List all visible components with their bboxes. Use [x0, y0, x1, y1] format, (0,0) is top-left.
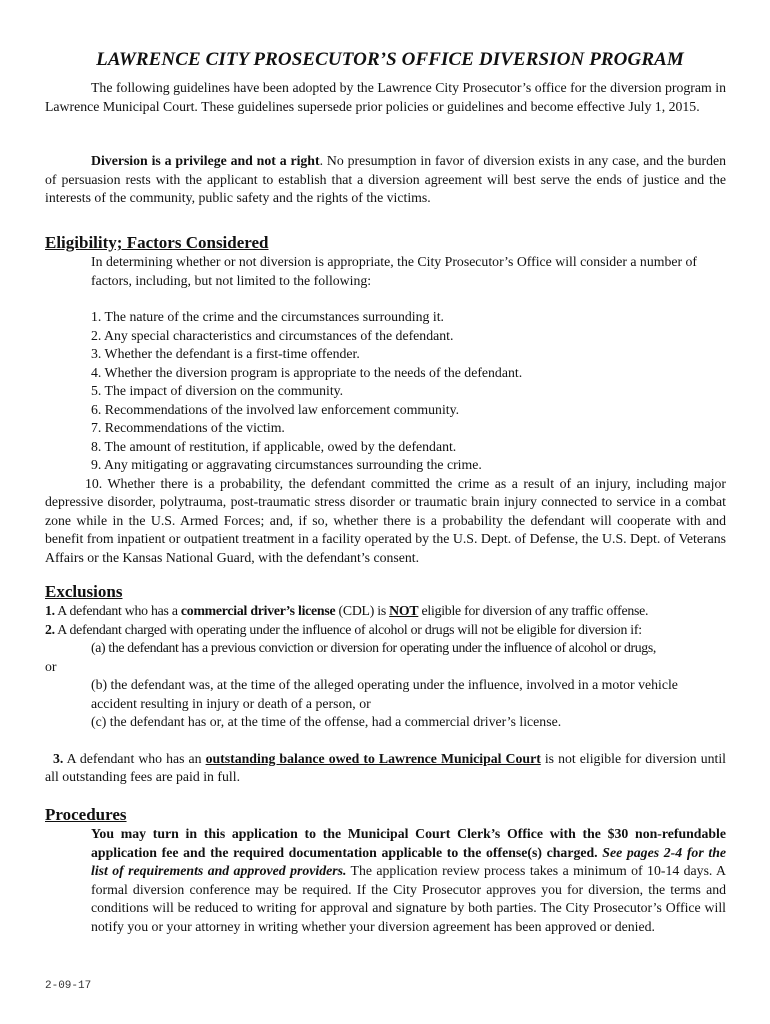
privilege-paragraph [45, 152, 726, 208]
eligibility-section [45, 233, 726, 567]
list-item: 9. Any mitigating or aggravating circumstances surrounding the crime. [91, 457, 482, 472]
exclusion-bold: commercial driver’s license [180, 603, 336, 618]
exclusion-text: A defendant charged with operating under the influence of alcohol or drugs will not be eligible for diversion if: [54, 621, 642, 637]
exclusions-heading: Exclusions [45, 582, 123, 601]
exclusion-text: (CDL) is [335, 603, 390, 618]
procedures-heading: Procedures [45, 805, 127, 824]
procedures-section [45, 805, 726, 936]
or-text: or [45, 658, 57, 674]
intro-paragraph: The following guidelines have been adopted by the Lawrence City Prosecutor’s office for the diversion program in Lawrence Municipal Court. These guidelines supersede prior policies or guidelines and become effective July 1, 2015. [45, 80, 726, 114]
exclusion-text: A defendant who has an [63, 750, 206, 766]
exclusion-text: A defendant who has a [54, 603, 181, 618]
exclusion-number: 1. [45, 603, 55, 618]
list-item: 8. The amount of restitution, if applicable, owed by the defendant. [91, 438, 457, 454]
exclusion-bold: outstanding balance owed to Lawrence Municipal Court [205, 750, 541, 766]
list-item: 2. Any special characteristics and circumstances of the defendant. [91, 327, 454, 343]
exclusion-2 [45, 621, 726, 640]
procedures-bold: You may turn in this application to the Municipal Court Clerk’s Office with the $30 non-refundable application fee and the required documentation applicable to the offense(s) charged. [91, 826, 726, 860]
exclusions-section [45, 582, 726, 787]
exclusion-2a: (a) the defendant has a previous conviction or diversion for operating under the influence of alcohol or drugs, [91, 640, 656, 655]
revision-date: 2-09-17 [45, 980, 92, 992]
exclusion-number: 3. [53, 750, 64, 766]
procedures-paragraph [45, 825, 726, 936]
exclusion-1 [45, 602, 726, 621]
exclusion-2c: (c) the defendant has or, at the time of the offense, had a commercial driver’s license. [91, 714, 562, 729]
factors-list [45, 308, 726, 475]
exclusion-2b: (b) the defendant was, at the time of the alleged operating under the influence, involved in a motor vehicle accident resulting in injury or death of a person, or [91, 677, 678, 711]
eligibility-heading: Eligibility; Factors Considered [45, 233, 269, 252]
list-item-10: 10. Whether there is a probability, the defendant committed the crime as a result of an injury, including major depressive disorder, polytrauma, post-traumatic stress disorder or traumatic brain injury connected to service in a combat zone while in the U.S. Armed Forces; and, if so, whether there is a probability the defendant will cooperate with and benefit from inpatient or outpatient treatment in a facility operated by the U.S. Dept. of Defense, the U.S. Dept. of Veterans Affairs or the Kansas National Guard, with the defendant’s consent. [45, 475, 726, 565]
list-item: 3. Whether the defendant is a first-time offender. [91, 346, 360, 361]
procedures-text: The application review process takes a minimum of 10-14 days. A formal diversion conference may be required. If the City Prosecutor approves you for diversion, the terms and conditions will be reduced to writing for approval and signature by both parties. The City Prosecutor’s Office will notify you or your attorney in writing whether your diversion agreement has been approved or denied. [91, 863, 726, 934]
exclusion-3 [45, 750, 726, 787]
procedures-italic: See pages 2-4 for the list of requirements and approved providers. [91, 844, 727, 878]
privilege-bold: Diversion is a privilege and not a right [91, 153, 320, 168]
exclusion-not: NOT [389, 603, 419, 618]
exclusion-text: eligible for diversion of any traffic offense. [418, 603, 649, 618]
list-item: 7. Recommendations of the victim. [91, 420, 285, 435]
privilege-text: . No presumption in favor of diversion exists in any case, and the burden of persuasion rests with the applicant to establish that a diversion agreement will best serve the ends of justice and the interests of the community, public safety and the rights of the victims. [45, 153, 726, 205]
eligibility-intro: In determining whether or not diversion is appropriate, the City Prosecutor’s Office will consider a number of factors, including, but not limited to the following: [91, 254, 698, 288]
list-item: 5. The impact of diversion on the community. [91, 383, 344, 398]
exclusion-number: 2. [45, 621, 55, 637]
exclusion-text: is not eligible for diversion until all outstanding fees are paid in full. [45, 750, 726, 784]
list-item: 1. The nature of the crime and the circumstances surrounding it. [91, 309, 444, 324]
list-item: 6. Recommendations of the involved law enforcement community. [91, 401, 460, 417]
list-item: 4. Whether the diversion program is appropriate to the needs of the defendant. [91, 364, 523, 380]
document-title: LAWRENCE CITY PROSECUTOR’S OFFICE DIVERSION PROGRAM [96, 49, 684, 70]
